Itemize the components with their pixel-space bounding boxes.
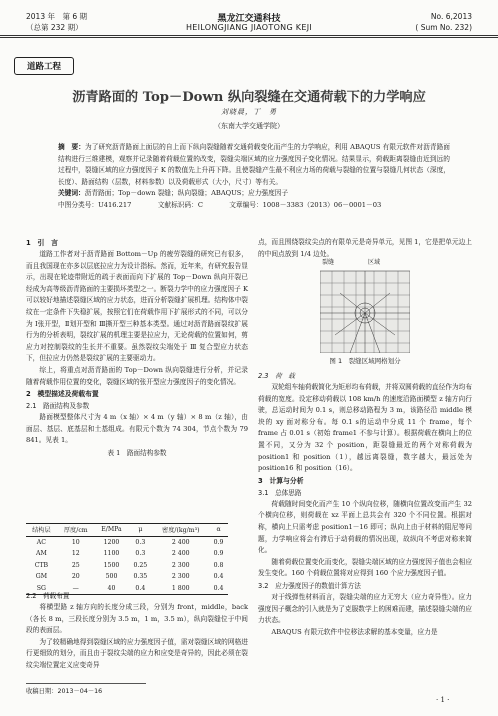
keywords-label: 关键词：	[58, 189, 85, 197]
left-column	[26, 237, 248, 459]
section-3-2-paragraph-1: 对于线弹性材料而言，裂缝尖端的应力无穷大（应力奇异性）。应力强度因子概念的引入就是为了克服数学上的困难而建，描述裂缝尖端的应力状态。	[258, 592, 472, 625]
table-cell: 0.25	[133, 561, 148, 569]
table-cell: 2 300	[171, 573, 190, 581]
table-cell: 10	[71, 538, 80, 546]
right-column-body	[258, 370, 472, 638]
table-header-cell: 结构层	[32, 527, 51, 535]
table-1-caption: 表 1 路面结构参数	[107, 448, 167, 457]
abstract-label: 摘 要：	[58, 143, 85, 151]
total-issue-label: （总第 232 期）	[26, 23, 83, 32]
section-3-1-heading: 3.1 总体思路	[258, 488, 302, 497]
column-tag-label: 道路工程	[26, 62, 61, 72]
issue-label: 2013 年 第 6 期	[26, 12, 88, 21]
section-3-1-paragraph-2: 随着荷载位置变化而变化，裂缝尖端区域的应力强度因子值也会相应发生变化。160 个荷载位置将对应得到 160 个应力强度因子值。	[258, 557, 473, 578]
received-date: 收稿日期：2013－04－16	[26, 688, 103, 695]
table-cell: 0.4	[213, 573, 224, 581]
table-header-row	[26, 524, 228, 537]
table-1	[26, 523, 228, 595]
section-2-3-paragraph: 双轮组车轴荷载简化为矩形均布荷载，并将双圆荷载的直径作为均布荷载的宽度。设定移动荷载以 108 km/h 的速度沿路面横型 z 轴方向行驶，总运动时间为 0.1 s，则总移动路程为 3 m，该路径沿 middle 模块的 xy 面对称分布。每 0.1 s的运动中分成 11 个 frame，每个 frame 占 0.01 s（初始 frame1 不参与计算）。根据荷载在横向上的位置不同，又分为 32 个 position，距裂缝最近的两个对称荷载为 position1 和 position（1），越远离裂缝，数字越大，最远处为 position16 和 position（16）。	[258, 383, 473, 473]
section-2-2-paragraph-1: 将横型路 z 轴方向的长度分成三段，分别为 front，middle，back（各长 8 m，三段长度分别为 3.5 m，1 m，3.5 m），纵向裂缝位于中间段的表面层。	[26, 603, 248, 635]
table-cell: 0.9	[213, 550, 224, 558]
figure-label-region: 区域	[368, 259, 381, 266]
section-2-heading: 2 模型描述及荷载布置	[26, 390, 99, 399]
section-2-2-paragraph-2: 为了较精确地得到裂缝区域的应力强度因子值，需对裂缝区域的网格进行更细致的划分，而且由于裂纹尖端的应力和应变是奇异的，因此必须在裂纹尖端位置定义应变奇异	[26, 637, 248, 669]
table-cell: —	[72, 584, 79, 592]
keywords-text: 沥青路面；Top－down 裂缝；纵向裂缝；ABAQUS；应力强度因子	[84, 189, 289, 197]
left-column-bottom	[26, 590, 248, 672]
table-row	[26, 571, 228, 583]
authors: 刘晓晨，丁 勇	[221, 108, 277, 116]
table-cell: 0.3	[135, 550, 146, 558]
table-header-cell: 厚度/cm	[63, 527, 88, 535]
table-cell: 1100	[103, 550, 120, 558]
section-1-paragraph-2: 综上，将重点对沥青路面的 Top－Down 纵向裂缝进行分析，并记录随着荷载作用位置的变化，裂缝区域的张开型应力强度因子的变化情况。	[26, 365, 248, 386]
affiliation: （东南大学交通学院）	[214, 122, 284, 130]
sum-number-en: ( Sum No. 232)	[415, 23, 472, 32]
table-cell: 0.35	[133, 573, 148, 581]
section-1-paragraph-1: 道路工作者对于沥青路面 Bottom－Up 的疲劳裂缝的研究已有很多，而且我国现在亦多以层底拉应力为设计指标。然而，近年来，有研究报告显示，出现在轮迹带附近的疏于表面而向下扩展的 Top－Down 纵向开裂已经成为高等级沥青路面的主要损坏类型之一。断裂力学中的应力强度因子 K 可以较好地描述裂缝区域的应力状态，进而分析裂缝扩展机理。结构体中裂纹在一定条件下失稳扩展，按照它们在荷载作用下扩展形式的不同，可以分为 Ⅰ张开型，Ⅱ划开型和 Ⅲ撕开型三种基本类型。通过对沥青路面裂纹扩展行为的分析表明，裂纹扩展的机理主要是拉应力，无论荷载的位置如何，剪应力对控制裂纹的生长并不重要。虽然裂纹尖端处于 Ⅲ 复合型应力状态下，但拉应力仍然是裂纹扩展的主要驱动力。	[26, 250, 248, 363]
table-cell: 2 400	[171, 538, 190, 546]
table-cell: 40	[107, 584, 116, 592]
table-cell: GM	[35, 573, 48, 581]
section-3-1-paragraph-1: 荷载随时间变化而产生 10 个纵向位移，随横向位置改变而产生 32 个横向位移，则荷载在 xz 平面上总共会有 320 个不同位置。根据对称，横向上只需考虑 position1－16 即可；纵向上由于材料的阻尼等问题，力学响应将会有滞后于动荷载的情况出现，故纵向不考虑对称来简化。	[258, 499, 472, 555]
figure-label-crack: 裂缝	[322, 259, 335, 266]
table-cell: AC	[36, 538, 46, 546]
footnote-rule	[26, 683, 146, 684]
table-cell: 0.8	[213, 561, 224, 569]
header-rule	[0, 35, 498, 36]
section-3-2-heading: 3.2 应力强度因子的数值计算方法	[258, 581, 361, 590]
section-2-2-heading: 2.2 荷载布置	[26, 592, 70, 600]
table-cell: 2 300	[171, 561, 190, 569]
section-3-2-paragraph-2: ABAQUS 有限元软件中位移法求解的基本变量，应力是	[271, 627, 438, 636]
document-code: 文献标识码：C	[157, 200, 203, 209]
page-number: · 1 ·	[436, 696, 450, 704]
mesh-graphic	[320, 263, 410, 353]
section-1-heading: 1 引 言	[26, 239, 58, 247]
table-cell: 0.4	[213, 584, 224, 592]
header-rule-thin	[0, 37, 498, 38]
clc-number: 中图分类号：U416.217	[58, 200, 132, 209]
section-2-3-heading: 2.3 荷 载	[258, 372, 295, 380]
table-cell: 20	[71, 573, 80, 581]
table-row	[26, 536, 228, 548]
abstract-text: 为了研究沥青路面上面层的自上而下纵向裂缝随着交通荷载变化而产生的力学响应，利用 ABAQUS 有限元软件对沥青路面结构进行三维建模，观察并记录随着荷载位置的改变，裂缝尖端区域的应力强度因子变化情况。结果显示，荷载距离裂缝由近到远的过程中，裂缝区域的应力强度因子 K 的数值先上升再下降。且使裂缝产生最不利应力场的荷载与裂缝的位置与裂缝几何状态（深度，长度）、路面结构（层数，材料参数）以及荷载形式（大小，尺寸）等有关。	[58, 143, 450, 186]
table-header-cell: E/MPa	[101, 526, 122, 534]
table-cell: 2 400	[171, 550, 190, 558]
table-row	[26, 548, 228, 560]
figure-1-caption: 图 1 裂缝区域网格划分	[329, 357, 401, 365]
figure-1-mesh	[320, 259, 410, 353]
right-column-top	[258, 237, 472, 260]
table-cell: 25	[71, 561, 80, 569]
table-row	[26, 560, 228, 572]
journal-title: 黑龙江交通科技	[217, 14, 281, 24]
table-header-cell: 密度/(kg/m³)	[162, 527, 200, 535]
section-3-heading: 3 计算与分析	[258, 476, 304, 485]
table-cell: 1 800	[171, 584, 190, 592]
table-cell: CTB	[34, 561, 49, 569]
table-header-cell: μ	[138, 526, 143, 534]
right-top-paragraph: 点，而且围绕裂纹尖点的有限单元是奇异单元，见图 1，它是把单元边上的中间点放到 1/4 边处。	[258, 238, 472, 258]
table-cell: 0.4	[135, 584, 146, 592]
journal-title-en: HEILONGJIANG JIAOTONG KEJI	[185, 23, 313, 32]
table-cell: 1500	[103, 561, 120, 569]
section-2-1-paragraph: 路面模型整体尺寸为 4 m（x 轴）× 4 m（y 轴）× 8 m（z 轴），由面层、基层、底基层和土基组成。有限元个数为 74 304，节点个数为 79 841。见表 1。	[26, 413, 248, 445]
table-cell: AM	[35, 550, 47, 558]
table-header-cell: α	[216, 526, 221, 534]
section-2-1-heading: 2.1 路面结构及参数	[26, 402, 90, 411]
table-cell: 1200	[103, 538, 120, 546]
article-number: 文章编号：1008－3383（2013）06－0001－03	[229, 200, 382, 209]
table-cell: 500	[105, 573, 118, 581]
column-tag	[14, 57, 74, 75]
issue-number-en: No. 6,2013	[430, 12, 472, 21]
table-cell: 12	[71, 550, 80, 558]
table-cell: SG	[36, 584, 46, 592]
article-title: 沥青路面的 Top－Down 纵向裂缝在交通荷载下的力学响应	[72, 90, 426, 105]
table-cell: 0.3	[135, 538, 146, 546]
abstract-block	[58, 142, 450, 211]
table-cell: 0.9	[213, 538, 224, 546]
